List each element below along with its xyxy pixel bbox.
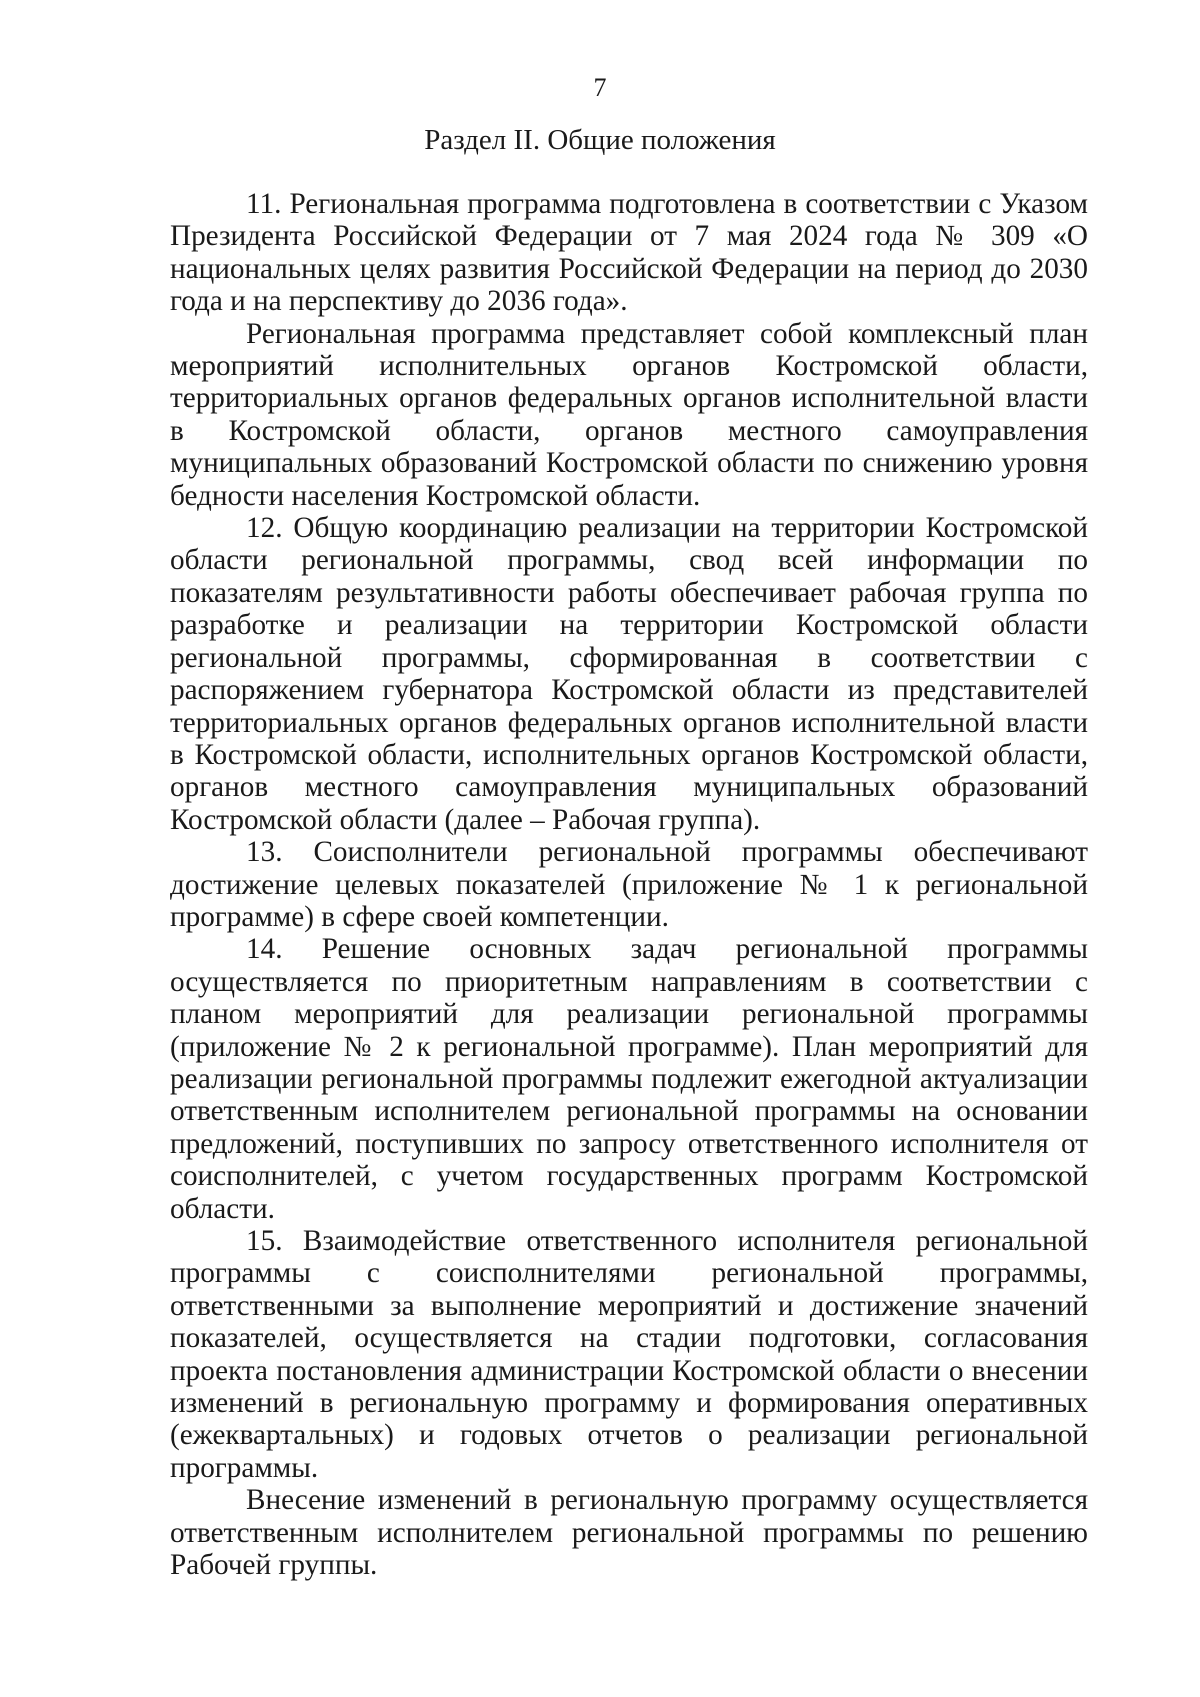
paragraph-15: 15. Взаимодействие ответственного исполнителя региональной программы с соисполнителями региональной программы, ответственными за выполнение мероприятий и достижение значений показателей, осуществляется на стадии подготовки, согласования проекта постановления администрации Костромской области о внесении изменений в региональную программу и формирования оперативных (ежеквартальных) и годовых отчетов о реализации региональной программы. (170, 1225, 1088, 1484)
paragraph-15-continued: Внесение изменений в региональную программу осуществляется ответственным исполнителем региональной программы по решению Рабочей группы. (170, 1484, 1088, 1582)
paragraph-13: 13. Соисполнители региональной программы обеспечивают достижение целевых показателей (приложение № 1 к региональной программе) в сфере своей компетенции. (170, 836, 1088, 933)
paragraph-12: 12. Общую координацию реализации на территории Костромской области региональной программы, свод всей информации по показателям результативности работы обеспечивает рабочая группа по разработке и реализации на территории Костромской области региональной программы, сформированная в соответствии с распоряжением губернатора Костромской области из представителей территориальных органов федеральных органов исполнительной власти в Костромской области, исполнительных органов Костромской области, органов местного самоуправления муниципальных образований Костромской области (далее – Рабочая группа). (170, 512, 1088, 836)
paragraph-14: 14. Решение основных задач региональной программы осуществляется по приоритетным направлениям в соответствии с планом мероприятий для реализации региональной программы (приложение № 2 к региональной программе). План мероприятий для реализации региональной программы подлежит ежегодной актуализации ответственным исполнителем региональной программы на основании предложений, поступивших по запросу ответственного исполнителя от соисполнителей, с учетом государственных программ Костромской области. (170, 933, 1088, 1225)
document-body (170, 188, 1088, 1581)
paragraph-11-continued: Региональная программа представляет собой комплексный план мероприятий исполнительных органов Костромской области, территориальных органов федеральных органов исполнительной власти в Костромской области, органов местного самоуправления муниципальных образований Костромской области по снижению уровня бедности населения Костромской области. (170, 317, 1088, 512)
section-title: Раздел II. Общие положения (424, 124, 776, 156)
paragraph-11: 11. Региональная программа подготовлена в соответствии с Указом Президента Российской Федерации от 7 мая 2024 года № 309 «О национальных целях развития Российской Федерации на период до 2030 года и на перспективу до 2036 года». (170, 188, 1088, 318)
page-number: 7 (593, 73, 607, 102)
